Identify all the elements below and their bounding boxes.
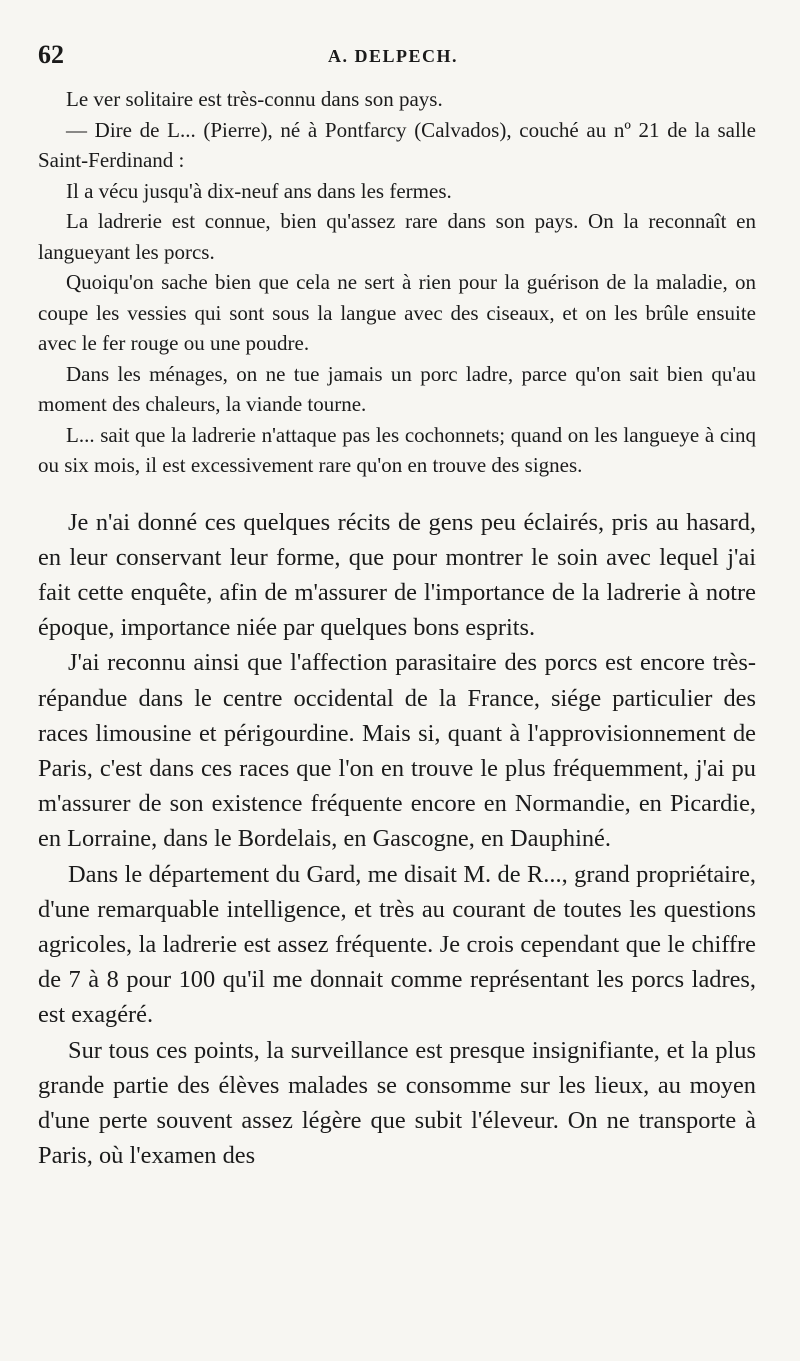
testimony-paragraph: Le ver solitaire est très-connu dans son pays. xyxy=(66,87,443,111)
testimony-paragraph: Il a vécu jusqu'à dix-neuf ans dans les fermes. xyxy=(66,178,452,203)
page-header xyxy=(38,40,756,80)
testimony-paragraph: La ladrerie est connue, bien qu'assez rare dans son pays. On la reconnaît en langueyant les porcs. xyxy=(38,209,756,264)
testimony-paragraph: — Dire de L... (Pierre), né à Pontfarcy (Calvados), couché au nº 21 de la salle Saint-Ferdinand : xyxy=(38,117,756,172)
body-paragraph: Dans le département du Gard, me disait M. de R..., grand propriétaire, d'une remarquable intelligence, et très au courant de toutes les questions agricoles, la ladrerie est assez fréquente. Je crois cependant que le chiffre de 7 à 8 pour 100 qu'il me donnait comme représentant les porcs ladres, est exagéré. xyxy=(38,860,756,1029)
page-number: 62 xyxy=(38,40,64,69)
body-paragraph: J'ai reconnu ainsi que l'affection parasitaire des porcs est encore très-répandue dans le centre occidental de la France, siége particulier des races limousine et périgourdine. Mais si, quant à l'approvisionnement de Paris, c'est dans ces races que l'on en trouve le plus fréquemment, j'ai pu m'assurer de son existence fréquente encore en Normandie, en Picardie, en Lorraine, dans le Bordelais, en Gascogne, en Dauphiné. xyxy=(38,649,756,853)
testimony-paragraph: L... sait que la ladrerie n'attaque pas les cochonnets; quand on les langueye à cinq ou six mois, il est excessivement rare qu'on en trouve des signes. xyxy=(38,422,756,477)
testimony-paragraph: Quoiqu'on sache bien que cela ne sert à rien pour la guérison de la maladie, on coupe les vessies qui sont sous la langue avec des ciseaux, et on les brûle ensuite avec le fer rouge ou une poudre. xyxy=(38,270,756,355)
running-head: A. DELPECH. xyxy=(328,46,459,66)
body-paragraph: Je n'ai donné ces quelques récits de gens peu éclairés, pris au hasard, en leur conservant leur forme, que pour montrer le soin avec lequel j'ai fait cette enquête, afin de m'assurer de l'importance de la ladrerie à notre époque, importance niée par quelques bons esprits. xyxy=(38,508,756,642)
testimony-block xyxy=(38,84,756,481)
main-text-block xyxy=(38,505,756,1174)
testimony-paragraph: Dans les ménages, on ne tue jamais un porc ladre, parce qu'on sait bien qu'au moment des chaleurs, la viande tourne. xyxy=(38,361,756,416)
body-paragraph: Sur tous ces points, la surveillance est presque insignifiante, et la plus grande partie des élèves malades se consomme sur les lieux, au moyen d'une perte souvent assez légère que subit l'éleveur. On ne transporte à Paris, où l'examen des xyxy=(38,1036,756,1170)
